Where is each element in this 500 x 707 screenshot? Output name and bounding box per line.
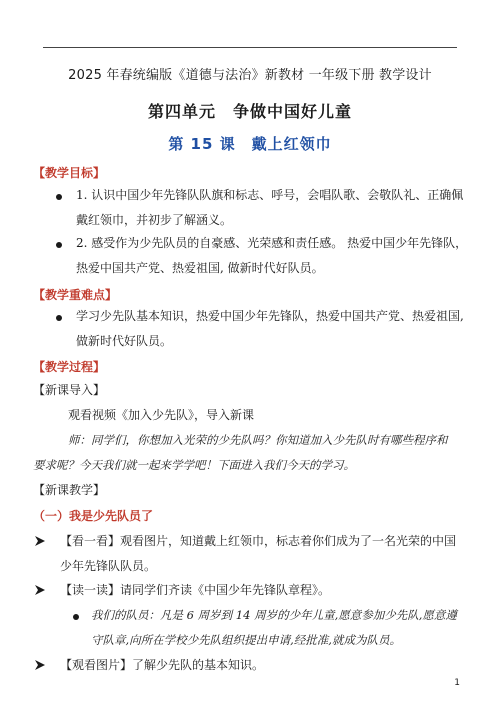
key-point-line-1: 学习少先队基本知识，热爱中国少年先锋队，热爱中国共产党、热爱祖国, — [76, 309, 464, 323]
header-rule — [43, 47, 457, 48]
read-line: 【读一读】请同学们齐读《中国少年先锋队章程》。 — [60, 583, 331, 597]
key-points-heading: 【教学重难点】 — [33, 288, 118, 302]
page-number: 1 — [454, 678, 460, 688]
teaching-label: 【新课教学】 — [33, 483, 106, 497]
objective-2-line-1: 2. 感受作为少先队员的自豪感、光荣感和责任感。 热爱中国少年先锋队， — [76, 236, 468, 250]
unit-title: 第四单元 争做中国好儿童 — [147, 102, 352, 121]
section-1-title: （一）我是少先队员了 — [33, 509, 154, 523]
arrow-bullet-icon — [34, 584, 46, 596]
bullet-icon — [73, 614, 79, 620]
bullet-icon — [56, 194, 62, 200]
teacher-line-1: 师：同学们，你想加入光荣的少先队吗？你知道加入少先队时有哪些程序和 — [68, 433, 448, 447]
objective-2-line-2: 热爱中国共产党、热爱祖国, 做新时代好队员。 — [76, 261, 324, 275]
view-line: 【观看图片】了解少先队的基本知识。 — [60, 658, 265, 672]
members-line-2: 守队章,向所在学校少先队组织提出申请,经批准,就成为队员。 — [91, 633, 401, 647]
document-header: 2025 年春统编版《道德与法治》新教材 一年级下册 教学设计 — [68, 68, 432, 83]
arrow-bullet-icon — [34, 535, 46, 547]
lesson-title: 第 15 课 戴上红领巾 — [168, 135, 332, 153]
bullet-icon — [56, 242, 62, 248]
process-heading: 【教学过程】 — [33, 360, 106, 374]
arrow-bullet-icon — [34, 659, 46, 671]
objective-1-line-1: 1. 认识中国少年先锋队队旗和标志、呼号，会唱队歌、会敬队礼、正确佩 — [76, 188, 464, 202]
look-line-2: 少年先锋队队员。 — [60, 559, 157, 573]
members-line-1: 我们的队员：凡是 6 周岁到 14 周岁的少年儿童,愿意参加少先队,愿意遵 — [91, 608, 457, 622]
teacher-line-2: 要求呢？今天我们就一起来学学吧！下面进入我们今天的学习。 — [33, 458, 355, 472]
objective-1-line-2: 戴红领巾，并初步了解涵义。 — [76, 213, 233, 227]
look-line-1: 【看一看】观看图片，知道戴上红领巾，标志着你们成为了一名光荣的中国 — [60, 534, 457, 548]
intro-label: 【新课导入】 — [33, 383, 106, 397]
key-point-line-2: 做新时代好队员。 — [76, 334, 173, 348]
intro-text: 观看视频《加入少先队》，导入新课 — [68, 408, 255, 422]
bullet-icon — [56, 315, 62, 321]
objectives-heading: 【教学目标】 — [33, 166, 106, 180]
